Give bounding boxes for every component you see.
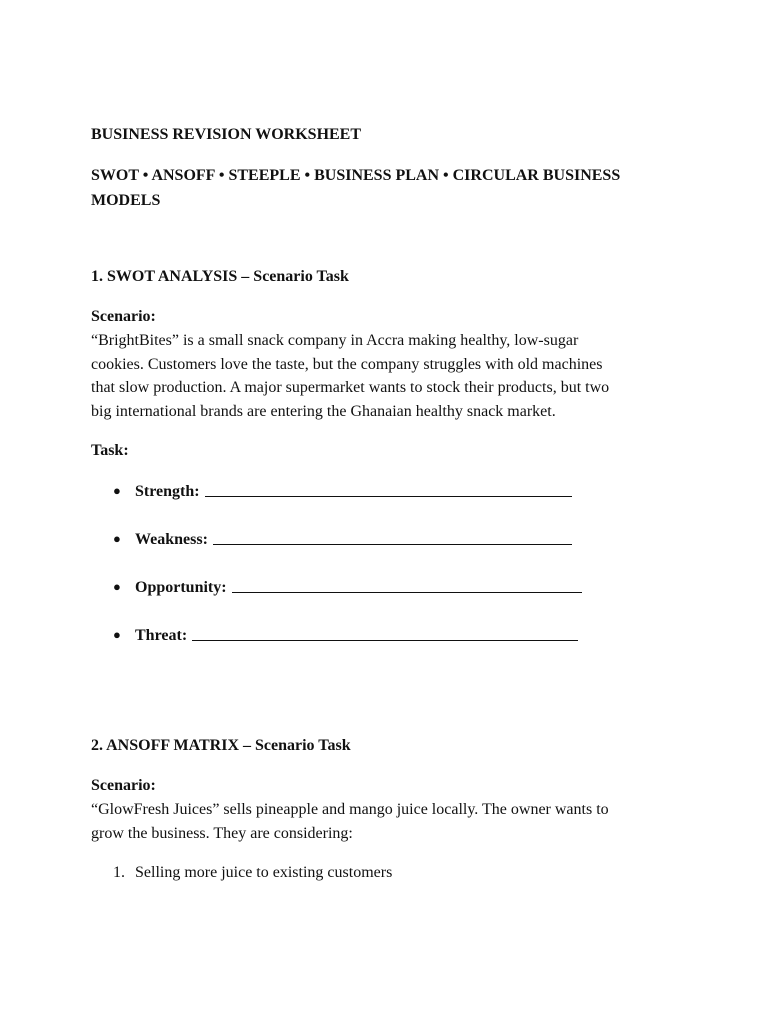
scenario-paragraph xyxy=(91,798,609,845)
scenario-line: grow the business. They are considering: xyxy=(91,824,353,842)
section-heading-swot: 1. SWOT ANALYSIS – Scenario Task xyxy=(91,268,349,285)
bullet-icon: ● xyxy=(113,627,121,642)
scenario-line: big international brands are entering the Ghanaian healthy snack market. xyxy=(91,402,556,420)
task-item-label: Threat: xyxy=(135,627,188,644)
bullet-icon: ● xyxy=(113,531,121,546)
section-heading-ansoff: 2. ANSOFF MATRIX – Scenario Task xyxy=(91,737,351,754)
worksheet-title: BUSINESS REVISION WORKSHEET xyxy=(91,126,362,143)
answer-blank-threat[interactable] xyxy=(192,625,578,641)
scenario-line: that slow production. A major supermarket wants to stock their products, but two xyxy=(91,379,610,396)
task-item-opportunity xyxy=(113,577,582,598)
scenario-paragraph xyxy=(91,329,609,423)
scenario-label: Scenario: xyxy=(91,777,156,794)
task-item-strength xyxy=(113,481,572,502)
task-item-threat xyxy=(113,625,578,646)
task-item-label: Strength: xyxy=(135,483,200,500)
scenario-label: Scenario: xyxy=(91,308,156,325)
list-item-text: Selling more juice to existing customers xyxy=(135,864,393,881)
scenario-line: “GlowFresh Juices” sells pineapple and mango juice locally. The owner wants to xyxy=(91,801,609,818)
answer-blank-opportunity[interactable] xyxy=(232,577,582,593)
scenario-line: cookies. Customers love the taste, but the company struggles with old machines xyxy=(91,355,603,373)
task-label: Task: xyxy=(91,442,129,459)
worksheet-subtitle: SWOT • ANSOFF • STEEPLE • BUSINESS PLAN • CIRCULAR BUSINESS MODELS xyxy=(91,167,621,209)
list-item xyxy=(113,863,392,883)
list-item-number: 1. xyxy=(113,864,125,881)
answer-blank-weakness[interactable] xyxy=(213,529,572,545)
answer-blank-strength[interactable] xyxy=(205,481,572,497)
scenario-line: “BrightBites” is a small snack company in Accra making healthy, low-sugar xyxy=(91,332,579,349)
task-item-label: Opportunity: xyxy=(135,579,227,596)
task-item-label: Weakness: xyxy=(135,531,208,548)
task-item-weakness xyxy=(113,529,572,550)
bullet-icon: ● xyxy=(113,483,121,498)
bullet-icon: ● xyxy=(113,579,121,594)
